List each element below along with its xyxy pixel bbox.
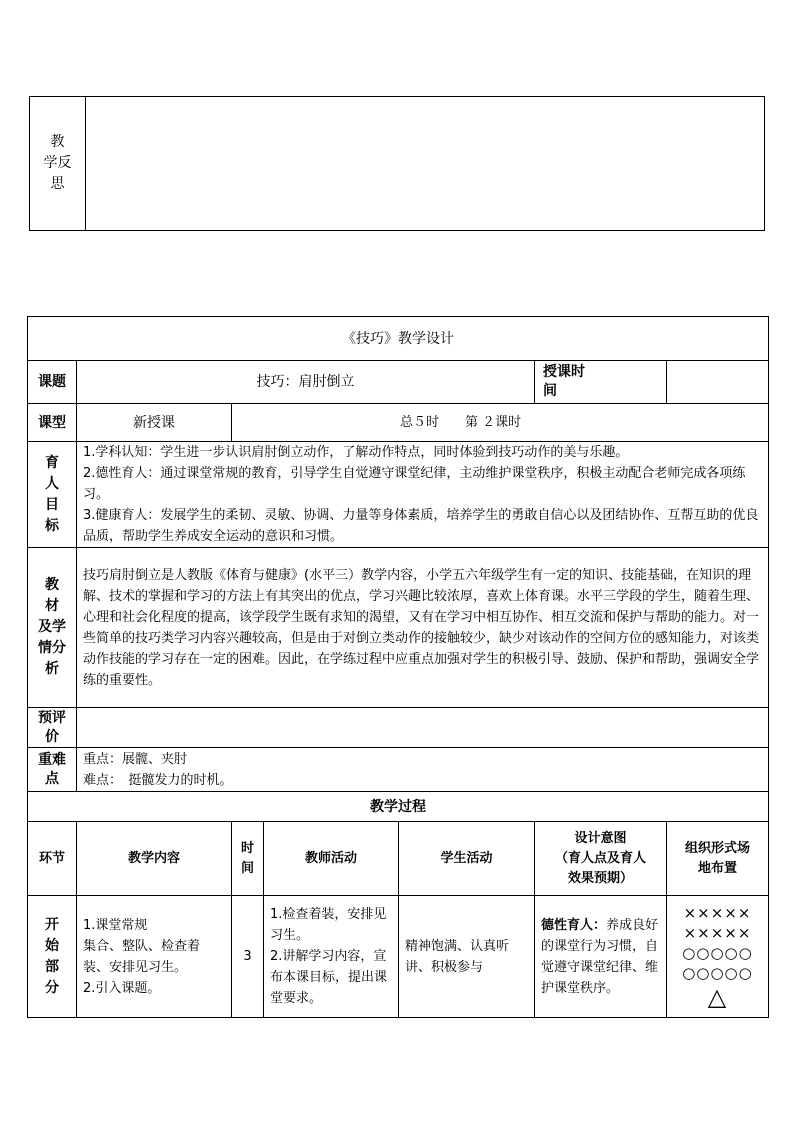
pre-eval-label [28,708,77,748]
goals-label-line-1: 育 [45,454,59,471]
reflection-content[interactable] [86,97,765,231]
pre-eval-label-line-1: 预评 [38,709,66,726]
header-intent-line-2: （育人点及育人 [554,850,646,866]
reflection-label-line-2: 学反 [43,155,72,171]
goals-label [28,442,77,548]
analysis-label-line-5: 析 [45,661,59,677]
header-intent-line-3: 效果预期） [567,870,633,886]
teacher-line: 2.讲解学习内容，宣布本课目标，提出课堂要求。 [270,949,388,1006]
stage-line-2: 始 [45,937,59,954]
header-content: 教学内容 [77,822,232,896]
header-formation-line-2: 地布置 [698,860,738,876]
intent-bold-label: 德性育人： [541,917,607,933]
topic-label: 课题 [28,361,77,404]
time-label [535,361,667,404]
document-title: 《技巧》教学设计 [28,317,769,361]
goals-label-line-3: 目 [45,496,59,513]
analysis-content: 技巧肩肘倒立是人教版《体育与健康》(水平三）教学内容，小学五六年级学生有一定的知识、技能基础，在知识的理解、技术的掌握和学习的方法上有其突出的优点，学习兴趣比较浓厚，喜欢上体育课。水平三学段的学生，随着生理、心理和社会化程度的提高，该学段学生既有求知的渴望，又有在学习中相互协作、相互交流和保护与帮助的能力。对一些简单的技巧类学习内容兴趣较高，但是由于对倒立类动作的接触较少，缺少对该动作的空间方位的感知能力，对该类动作技能的学习存在一定的困难。因此，在学练过程中应重点加强对学生的积极引导、鼓励、保护和帮助，强调安全学练的重要性。 [77,548,769,708]
time-cell: 3 [232,896,264,1018]
time-label-text: 授课时间 [543,364,585,399]
process-title: 教学过程 [28,792,769,822]
pre-eval-value[interactable] [77,708,769,748]
header-time [232,822,264,896]
teaching-design-table [27,316,769,1018]
formation-row-circles: ○○○○○ [682,963,753,982]
type-label: 课型 [28,404,77,442]
stage-cell [28,896,77,1018]
goal-item: 3.健康育人：发展学生的柔韧、灵敏、协调、力量等身体素质，培养学生的勇敢自信心以及团结协作、互帮互助的优良品质，帮助学生养成安全运动的意识和习惯。 [83,508,759,544]
analysis-label-line-4: 情分 [38,640,66,656]
goals-label-line-4: 标 [45,517,59,534]
key-points-content [77,748,769,792]
content-cell [77,896,232,1018]
reflection-label [30,97,86,231]
reflection-label-line-1: 教 [50,134,65,150]
goals-content [77,442,769,548]
key-point: 重点：展髋、夹肘 [83,751,188,767]
key-label-line-1: 重难 [38,751,66,768]
reflection-table [29,96,765,231]
header-intent-line-1: 设计意图 [574,830,627,846]
header-stage: 环节 [28,822,77,896]
analysis-label-line-2: 材 [45,598,59,614]
header-teacher: 教师活动 [264,822,399,896]
intent-text: 养成良好的课堂行为习惯，自觉遵守课堂纪律、维护课堂秩序。 [541,917,659,996]
content-line: 1.课堂常规 [83,917,148,933]
goal-item: 1.学科认知：学生进一步认识肩肘倒立动作，了解动作特点，同时体验到技巧动作的美与乐趣。 [83,445,629,460]
goals-label-line-2: 人 [45,475,59,492]
header-time-line-2: 间 [240,860,254,876]
formation-cell [667,896,769,1018]
header-student: 学生活动 [399,822,535,896]
analysis-label [28,548,77,708]
key-label-line-2: 点 [45,770,59,787]
pre-eval-label-line-2: 价 [45,728,59,745]
reflection-label-line-3: 思 [50,176,65,192]
intent-cell [535,896,667,1018]
type-value: 新授课 [77,404,232,442]
analysis-label-line-3: 及学 [38,619,66,635]
content-line: 2.引入课题。 [83,980,161,996]
hours-value: 总５时 第 ２课时 [232,404,769,442]
teacher-line: 1.检查着装，安排见习生。 [270,907,387,943]
table-row [28,896,769,1018]
teacher-cell [264,896,399,1018]
formation-row-crosses: ××××× [683,923,752,942]
formation-row-circles: ○○○○○ [682,943,753,962]
content-line: 集合、整队、检查着装、安排见习生。 [83,938,201,975]
formation-row-crosses: ××××× [683,903,752,922]
teacher-triangle-icon: △ [707,982,728,1011]
difficult-point: 难点： 挺髋发力的时机。 [83,772,233,788]
stage-line-4: 分 [45,979,59,996]
key-points-label [28,748,77,792]
stage-line-3: 部 [45,958,59,975]
header-time-line-1: 时 [240,840,254,856]
header-formation [667,822,769,896]
header-formation-line-1: 组织形式场 [685,840,751,856]
time-value[interactable] [667,361,769,404]
stage-line-1: 开 [45,916,59,933]
topic-value: 技巧：肩肘倒立 [77,361,535,404]
student-cell: 精神饱满、认真听讲、积极参与 [399,896,535,1018]
goal-item: 2.德性育人：通过课堂常规的教育，引导学生自觉遵守课堂纪律，主动维护课堂秩序，积极主动配合老师完成各项练习。 [83,466,746,502]
header-intent [535,822,667,896]
analysis-label-line-1: 教 [45,577,59,593]
